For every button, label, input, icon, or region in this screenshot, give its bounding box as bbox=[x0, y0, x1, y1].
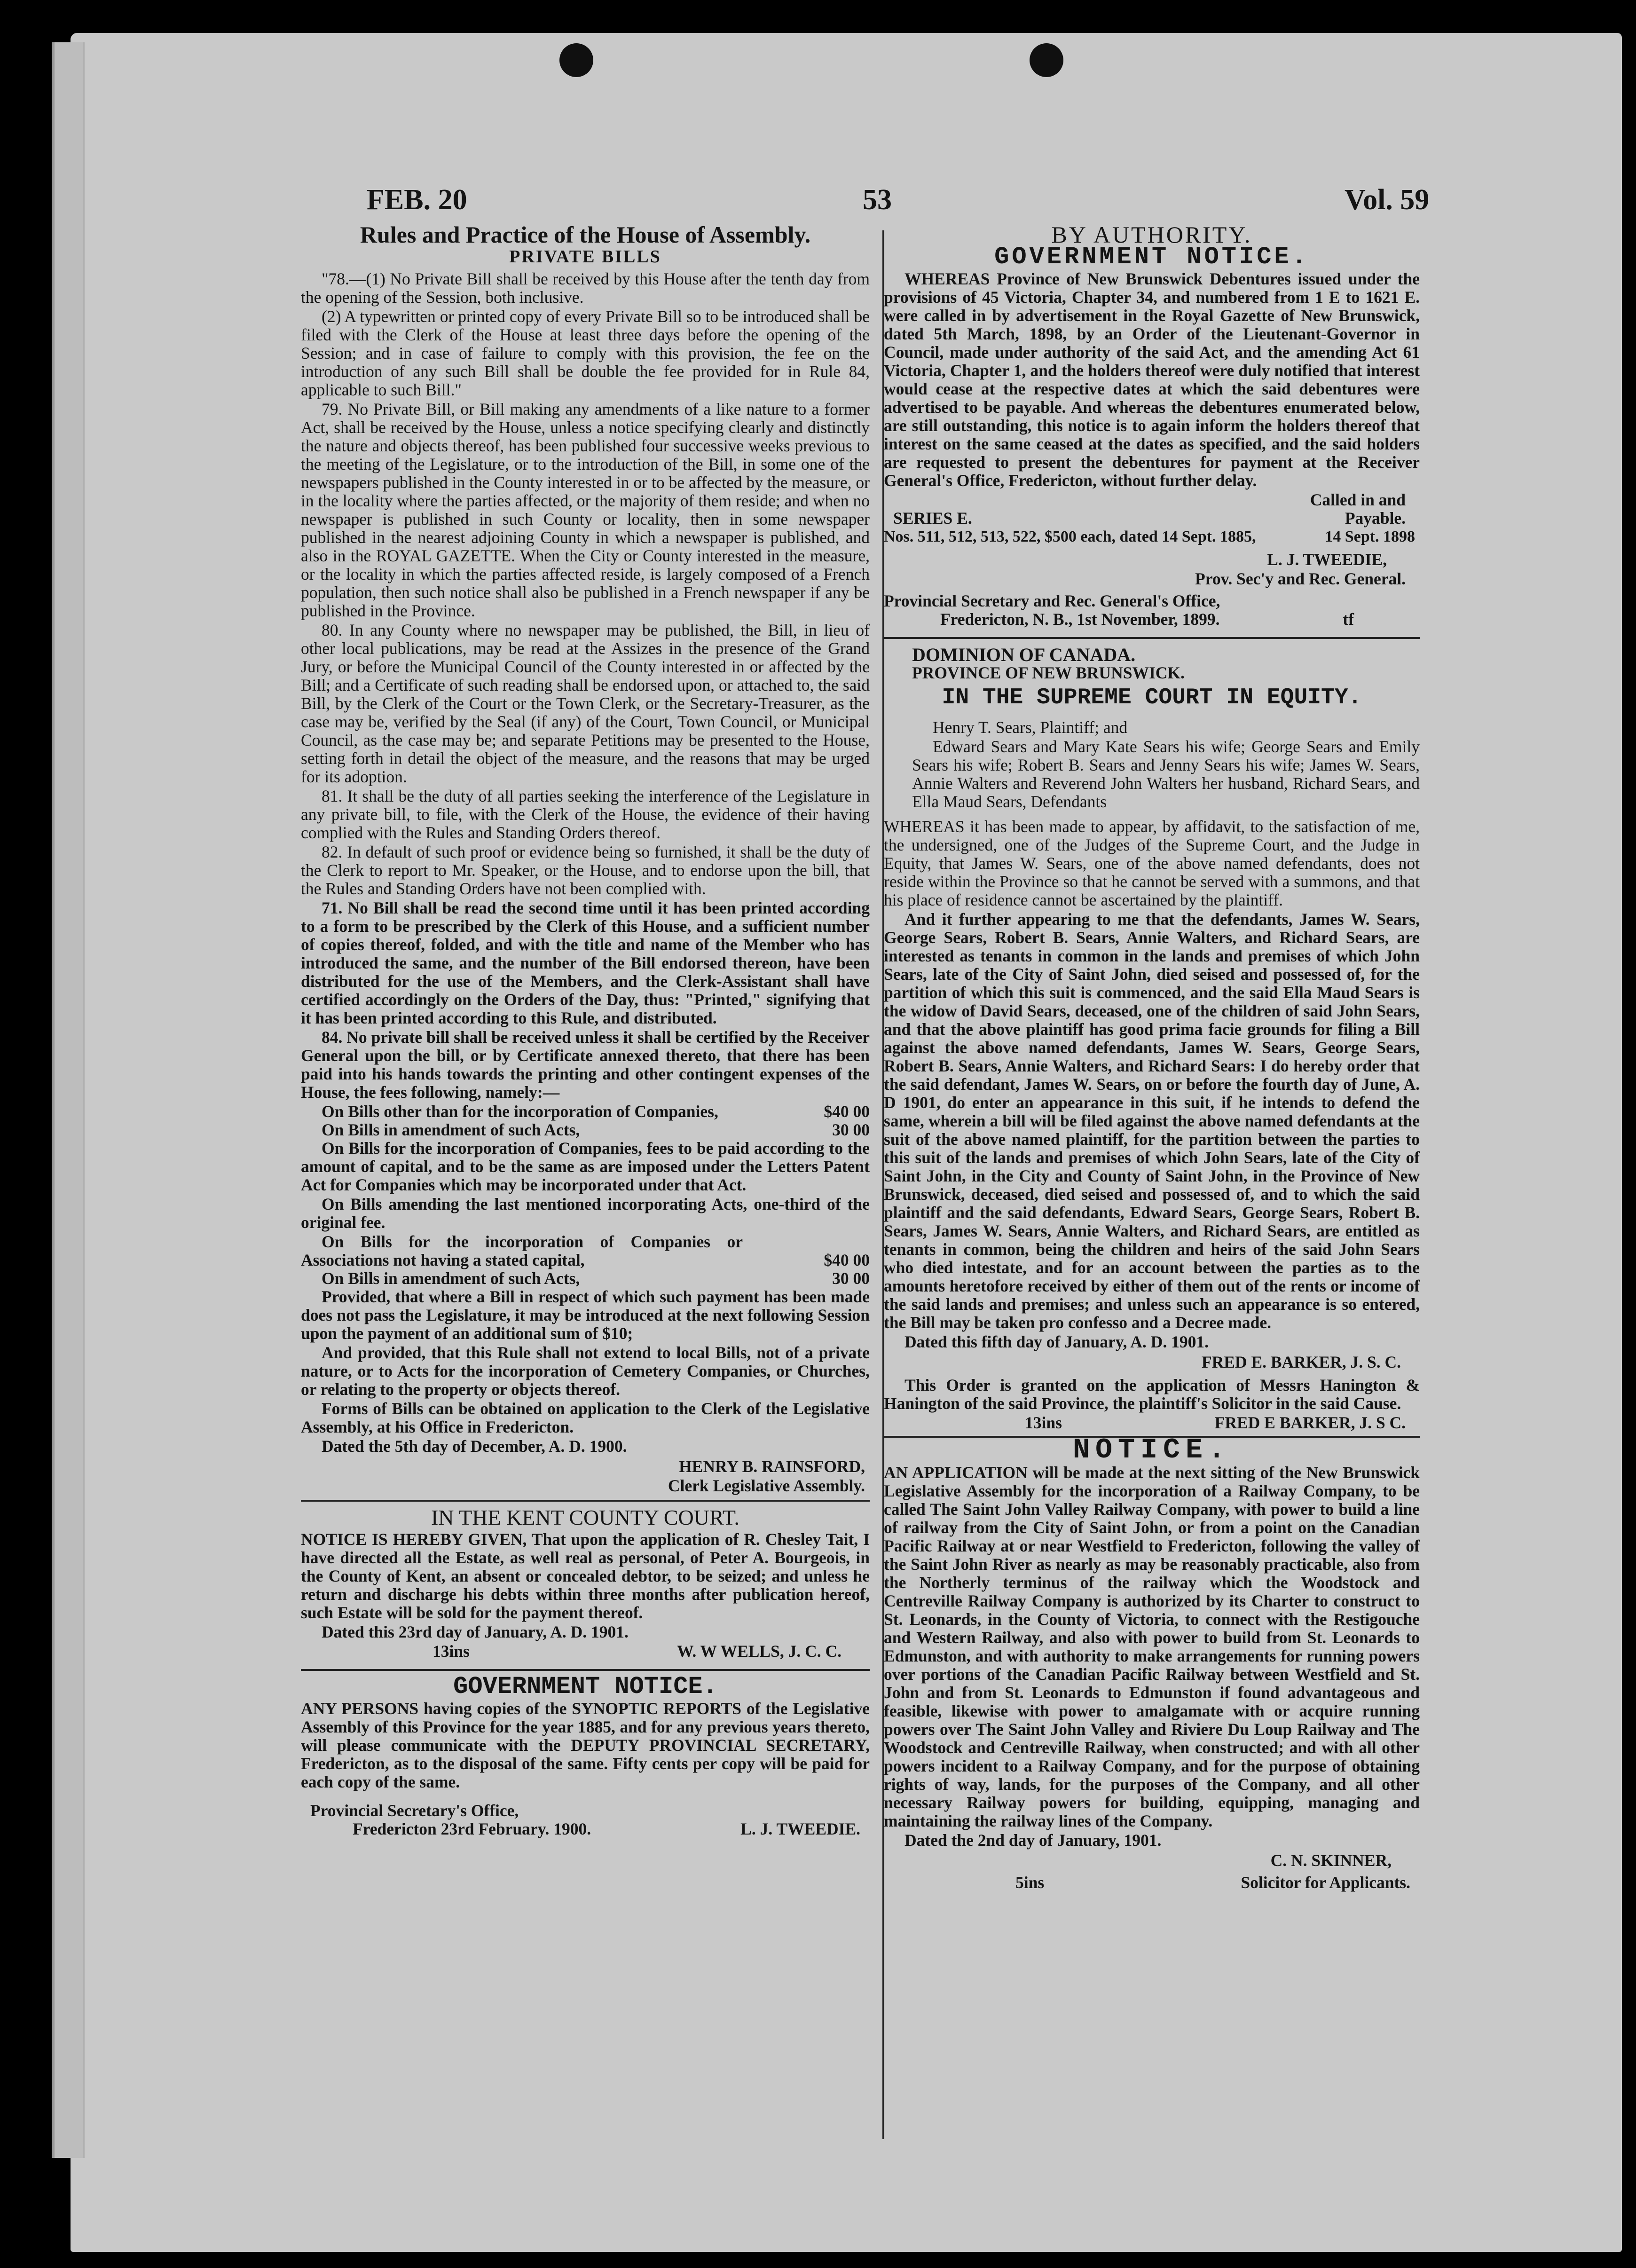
rule-80: 80. In any County where no newspaper may be published, the Bill, in lieu of other local publications, may be read at the Assizes in the presence of the Grand Jury, or before the Municipal Council of the County interested in or affected by the Bill; and a Certificate of such reading shall be endorsed upon, or attached to, the said Bill, by the Clerk of the Court or the Town Clerk, or the Secretary-Treasurer, as the case may be, verified by the Seal (if any) of the Court, Town Council, or Municipal Council, as the case may be; and separate Petitions may be presented to the House, setting forth in detail the object of the measure, and the reasons that may be urged for its adoption. bbox=[301, 621, 870, 786]
equity-judge: FRED E. BARKER, J. S. C. bbox=[1201, 1353, 1401, 1371]
rules-title: Rules and Practice of the House of Assembly. bbox=[360, 221, 811, 248]
proviso-1: Provided, that where a Bill in respect of which such payment has been made does not pass the Legislature, it may be introduced at the next following Session upon the payment of an additional sum of $10; bbox=[301, 1287, 870, 1343]
equity-judge-2: FRED E BARKER, J. S C. bbox=[1214, 1413, 1406, 1432]
gov-left-signer: L. J. TWEEDIE. bbox=[740, 1819, 860, 1838]
fee-amount: 30 00 bbox=[832, 1120, 870, 1139]
forms-note: Forms of Bills can be obtained on application to the Clerk of the Legislative Assembly, at his Office in Fredericton. bbox=[301, 1399, 870, 1436]
kent-ins: 13ins bbox=[433, 1642, 470, 1661]
page-stack-edge bbox=[52, 42, 85, 2158]
notice-title: NOTICE. bbox=[1072, 1434, 1231, 1466]
fee-label: On Bills in amendment of such Acts, bbox=[322, 1120, 580, 1139]
rule-78-1: "78.—(1) No Private Bill shall be received by this House after the tenth day from the opening of the Session, both inclusive. bbox=[301, 269, 870, 307]
rules-signer-title: Clerk Legislative Assembly. bbox=[668, 1476, 865, 1495]
dominion-line: DOMINION OF CANADA. bbox=[912, 644, 1136, 665]
notice-dated: Dated the 2nd day of January, 1901. bbox=[905, 1831, 1162, 1850]
rules-dated: Dated the 5th day of December, A. D. 1900. bbox=[322, 1437, 627, 1456]
fee-amount: $40 00 bbox=[824, 1102, 870, 1121]
equity-order: And it further appearing to me that the defendants, James W. Sears, George Sears, Robert B. Sears, Annie Walters, and Richard Sears, are interested as tenants in common in the lands and premises of which John Sears, late of the City of Saint John, died seised and possessed of, for the partition of which this suit is commenced, and the said Ella Maud Sears is the widow of David Sears, deceased, one of the children of said John Sears, and that the above plaintiff has good prima facie grounds for filing a Bill against the above named defendants, James W. Sears, George Sears, Robert B. Sears, Annie Walters, and Richard Sears: I do hereby order that the said defendant, James W. Sears, on or before the fourth day of June, A. D 1901, do enter an appearance in this suit, if he intends to defend the same, wherein a bill will be filed against the above named defendants at the suit of the above named plaintiff, for the partition between the parties to this suit of the lands and premises of which John Sears, late of the City of Saint John, in the City and County of Saint John, in the Province of New Brunswick, deceased, died seised and possessed of, and to which the said plaintiff and the said defendants, Edward Sears, George Sears, Robert B. Sears, James W. Sears, Annie Walters, and Richard Sears, are entitled as tenants in common, being the children and heirs of the said John Sears who died intestate, and for an account between the parties as to the amounts heretofore received by either of them out of the rents or income of the said lands and premises; and unless such an appearance is so entered, the Bill may be taken pro confesso and a Decree made. bbox=[884, 910, 1420, 1332]
fee-label: On Bills for the incorporation of Companies or Associations not having a stated capital, bbox=[301, 1232, 743, 1269]
kent-signer: W. W WELLS, J. C. C. bbox=[677, 1642, 842, 1661]
equity-title: IN THE SUPREME COURT IN EQUITY. bbox=[942, 685, 1362, 710]
fee-row bbox=[301, 1102, 870, 1121]
equity-plaintiff: Henry T. Sears, Plaintiff; and bbox=[933, 718, 1128, 737]
binder-hole-left bbox=[559, 43, 593, 77]
authority-body: WHEREAS Province of New Brunswick Debentures issued under the provisions of 45 Victoria, Chapter 34, and numbered from 1 E to 1621 E. were called in by advertisement in the Royal Gazette of New Brunswick, dated 5th March, 1898, by an Order of the Lieutenant-Governor in Council, made under authority of the said Act, and the amending Act 61 Victoria, Chapter 1, and the holders thereof were duly notified that interest would cease at the respective dates at which the said debentures were advertised to be payable. And whereas the debentures enumerated below, are still outstanding, this notice is to again inform the holders thereof that interest on the same ceased at the dates as specified, and the said holders are requested to present the debentures for payment at the Receiver General's Office, Fredericton, without further delay. bbox=[884, 269, 1420, 490]
rule-79: 79. No Private Bill, or Bill making any amendments of a like nature to a former Act, shall be received by the House, unless a notice specifying clearly and distinctly the nature and objects thereof, has been published four successive weeks previous to the meeting of the Legislature, or to the introduction of the Bill, in some one of the newspapers published in the County interested in or to be affected by the measure, or in the locality where the parties affected, or the majority of them reside; and when no newspaper is published in such County or locality, then in some newspaper published in the nearest adjoining County in which a newspaper is published, and also in the ROYAL GAZETTE. When the City or County interested in the measure, or the locality in which the parties affected reside, is largely composed of a French population, then such notice shall also be published in a French newspaper if any be published in the Province. bbox=[301, 400, 870, 620]
notice-ins: 5ins bbox=[1015, 1873, 1045, 1892]
rule-81: 81. It shall be the duty of all parties seeking the interference of the Legislature in any private bill, to file, with the Clerk of the House, the evidence of their having complied with the Rules and Standing Orders thereof. bbox=[301, 787, 870, 842]
divider bbox=[301, 1500, 870, 1502]
binder-hole-right bbox=[1030, 43, 1063, 77]
fee-amending: On Bills amending the last mentioned incorporating Acts, one-third of the original fee. bbox=[301, 1195, 870, 1232]
fee-amount: 30 00 bbox=[832, 1269, 870, 1288]
province-line: PROVINCE OF NEW BRUNSWICK. bbox=[912, 663, 1185, 682]
rule-78-2: (2) A typewritten or printed copy of every Private Bill so to be introduced shall be filed with the Clerk of the House at least three days before the opening of the Session; and in case of failure to comply with this provision, the fee on the introduction of any such Bill shall be double the fee provided for in Rule 84, applicable to such Bill." bbox=[301, 307, 870, 399]
authority-signer: L. J. TWEEDIE, bbox=[1267, 550, 1387, 569]
notice-body: AN APPLICATION will be made at the next sitting of the New Brunswick Legislative Assembly for the incorporation of a Railway Company, to be called The Saint John Valley Railway Company, with power to build a line of railway from the City of Saint John, or from a point on the Canadian Pacific Railway at or near Westfield to Fredericton, following the valley of the Saint John River as nearly as may be reasonably practicable, also from the Northerly terminus of the railway which the Woodstock and Centreville Railway Company is authorized by its Charter to construct to St. Leonards, in the County of Victoria, to connect with the Restigouche and Western Railway, and also with power to build from St. Leonards to Edmunston, and with authority to make arrangements for running powers over portions of the Canadian Pacific Railway between Westfield and St. John and from St. Leonards to Edmunston if found advantageous and feasible, likewise with power to amalgamate with or acquire running powers over The Saint John Valley and Riviere Du Loup Railway and The Woodstock and Centreville Railway, when constructed; and with all other powers incident to a Railway Company, and for the purpose of obtaining rights of way, lands, for the purposes of the Company, and all other necessary Railway powers for building, equipping, managing and maintaining the railway lines of the Company. bbox=[884, 1463, 1420, 1830]
called-in-label: Called in and bbox=[1310, 490, 1406, 509]
authority-office: Provincial Secretary and Rec. General's Office, bbox=[884, 591, 1220, 610]
right-column bbox=[884, 221, 1420, 1892]
debenture-due-date: 14 Sept. 1898 bbox=[1325, 528, 1415, 545]
gov-left-body: ANY PERSONS having copies of the SYNOPTIC REPORTS of the Legislative Assembly of this Province for the year 1885, and for any previous years thereto, will please communicate with the DEPUTY PROVINCIAL SECRETARY, Fredericton, as to the disposal of the same. Fifty cents per copy will be paid for each copy of the same. bbox=[301, 1699, 870, 1791]
equity-whereas: WHEREAS it has been made to appear, by affidavit, to the satisfaction of me, the undersigned, one of the Judges of the Supreme Court, and the Judge in Equity, that James W. Sears, one of the above named defendants, does not reside within the Province so that he cannot be served with a summons, and that his place of residence cannot be ascertained by the plaintiff. bbox=[884, 817, 1420, 909]
rules-subtitle: PRIVATE BILLS bbox=[509, 247, 661, 267]
authority-place: Fredericton, N. B., 1st November, 1899. bbox=[940, 610, 1220, 629]
fee-row bbox=[301, 1121, 870, 1139]
proviso-2: And provided, that this Rule shall not extend to local Bills, not of a private nature, or to Acts for the incorporation of Cemetery Companies, or Churches, or relating to the property or objects thereof. bbox=[301, 1343, 870, 1399]
header-volume: Vol. 59 bbox=[1345, 184, 1430, 216]
gov-left-title: GOVERNMENT NOTICE. bbox=[453, 1673, 717, 1701]
header-page-number: 53 bbox=[863, 184, 892, 216]
kent-title: IN THE KENT COUNTY COURT. bbox=[431, 1505, 740, 1529]
authority-tf: tf bbox=[1343, 610, 1354, 629]
rule-71: 71. No Bill shall be read the second time until it has been printed according to a form to be prescribed by the Clerk of this House, and a sufficient number of copies thereof, folded, and with the title and name of the Member who has introduced the same, and the number of the Bill endorsed thereon, have been distributed for the use of the Members, and the Clerk-Assistant shall have certified accordingly on the Orders of the Day, thus: "Printed," signifying that it has been printed according to this Rule, and distributed. bbox=[301, 898, 870, 1027]
fee-row bbox=[301, 1233, 870, 1269]
header-date: FEB. 20 bbox=[367, 184, 467, 216]
divider bbox=[301, 1669, 870, 1671]
equity-defendants: Edward Sears and Mary Kate Sears his wife; George Sears and Emily Sears his wife; Robert B. Sears and Jenny Sears his wife; James W. Sears, Annie Walters and Reverend John Walters her husband, Richard Sears, and Ella Maud Sears, Defendants bbox=[912, 737, 1420, 811]
series-label: SERIES E. bbox=[893, 509, 972, 528]
fee-row bbox=[301, 1269, 870, 1288]
equity-dated: Dated this fifth day of January, A. D. 1901. bbox=[905, 1332, 1209, 1351]
equity-ins: 13ins bbox=[1025, 1413, 1062, 1432]
kent-dated: Dated this 23rd day of January, A. D. 1901. bbox=[322, 1622, 629, 1641]
gov-left-office: Provincial Secretary's Office, bbox=[310, 1801, 519, 1820]
divider bbox=[884, 637, 1420, 639]
kent-body: NOTICE IS HEREBY GIVEN, That upon the application of R. Chesley Tait, I have directed all the Estate, as well real as personal, of Peter A. Bourgeois, in the County of Kent, an absent or concealed debtor, to be seized; and unless he return and discharge his debts within three months after publication hereof, such Estate will be sold for the payment thereof. bbox=[301, 1530, 870, 1622]
notice-signer-title: Solicitor for Applicants. bbox=[1241, 1873, 1410, 1892]
rule-84: 84. No private bill shall be received unless it shall be certified by the Receiver General upon the bill, or by Certificate annexed thereto, that there has been paid into his hands towards the printing and other contingent expenses of the House, the fees following, namely:— bbox=[301, 1028, 870, 1102]
fee-amount: $40 00 bbox=[824, 1251, 870, 1269]
notice-signer: C. N. SKINNER, bbox=[1270, 1851, 1392, 1870]
equity-application: This Order is granted on the application of Messrs Hanington & Hanington of the said Province, the plaintiff's Solicitor in the said Cause. bbox=[884, 1376, 1420, 1413]
authority-signer-title: Prov. Sec'y and Rec. General. bbox=[1195, 569, 1406, 588]
debenture-numbers: Nos. 511, 512, 513, 522, $500 each, dated 14 Sept. 1885, bbox=[884, 528, 1256, 545]
fee-companies: On Bills for the incorporation of Companies, fees to be paid according to the amount of capital, and to be the same as are imposed under the Letters Patent Act for Companies which may be incorporated under that Act. bbox=[301, 1139, 870, 1194]
authority-heading: BY AUTHORITY. bbox=[1051, 221, 1252, 248]
rules-signer: HENRY B. RAINSFORD, bbox=[679, 1457, 865, 1476]
fee-label: On Bills other than for the incorporation of Companies, bbox=[322, 1102, 718, 1121]
fee-label: On Bills in amendment of such Acts, bbox=[322, 1269, 580, 1288]
left-column bbox=[301, 221, 870, 1838]
gov-left-place: Fredericton 23rd February. 1900. bbox=[353, 1819, 591, 1838]
rule-82: 82. In default of such proof or evidence being so furnished, it shall be the duty of the Clerk to report to Mr. Speaker, or the House, and to endorse upon the bill, that the Rules and Standing Orders have not been complied with. bbox=[301, 843, 870, 898]
authority-title: GOVERNMENT NOTICE. bbox=[994, 243, 1309, 271]
payable-label: Payable. bbox=[1345, 509, 1406, 528]
